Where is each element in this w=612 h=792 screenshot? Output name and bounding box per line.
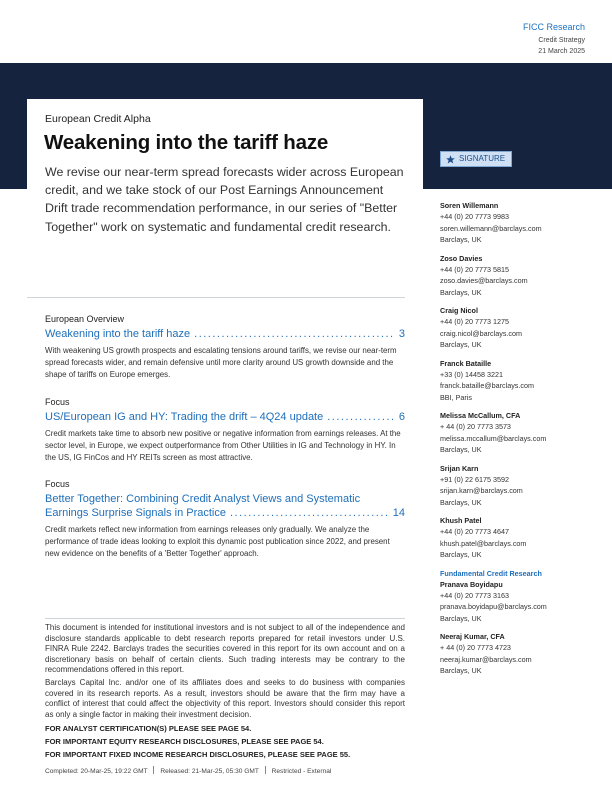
toc-description: Credit markets reflect new information from earnings releases only gradually. We analyze the performance of trade ideas looking to exploit this dynamic post publication since 2022, and present new evidence on the benefits of a 'Better Together' approach. xyxy=(45,525,390,558)
analyst-certification-note: FOR ANALYST CERTIFICATION(S) PLEASE SEE PAGE 54. xyxy=(45,724,252,734)
unit-label: Credit Strategy xyxy=(538,37,585,44)
analyst-phone: + 44 (0) 20 7773 3573 xyxy=(440,422,511,431)
analyst-name: Srijan Karn xyxy=(440,463,479,473)
analyst-phone: +44 (0) 20 7773 1275 xyxy=(440,317,509,326)
toc-leader xyxy=(230,506,389,520)
analyst-name: Soren Willemann xyxy=(440,201,499,210)
toc-page-number: 14 xyxy=(392,507,405,519)
report-summary: We revise our near-term spread forecasts wider across European credit, and we take stock of our Post Earnings Announcement Drift trade recommendation performance, in our series of "Better Together" work on systematic and fundamental credit research. xyxy=(45,165,404,234)
division-label: FICC Research xyxy=(522,22,585,32)
analyst-card xyxy=(440,305,610,351)
analyst-phone: +44 (0) 20 7773 5815 xyxy=(440,264,509,274)
divider xyxy=(27,297,405,298)
analyst-location: Barclays, UK xyxy=(440,497,482,507)
analyst-email[interactable]: neeraj.kumar@barclays.com xyxy=(440,654,532,664)
separator xyxy=(265,766,266,774)
toc-page-number: 6 xyxy=(398,411,405,423)
footer-meta xyxy=(45,766,335,775)
analyst-group-heading: Fundamental Credit Research xyxy=(440,568,542,578)
analyst-list xyxy=(440,200,610,684)
restriction-label: Restricted - External xyxy=(271,768,332,775)
analyst-email[interactable]: craig.nicol@barclays.com xyxy=(440,328,522,338)
analyst-location: Barclays, UK xyxy=(440,550,482,559)
analyst-card xyxy=(440,200,610,246)
series-name: European Credit Alpha xyxy=(45,113,151,125)
equity-disclosures-note: FOR IMPORTANT EQUITY RESEARCH DISCLOSURES, PLEASE SEE PAGE 54. xyxy=(45,737,324,747)
disclaimer xyxy=(45,618,405,761)
analyst-email[interactable]: srijan.karn@barclays.com xyxy=(440,486,523,495)
analyst-name: Craig Nicol xyxy=(440,306,478,315)
toc-section-label: Focus xyxy=(45,397,70,407)
analyst-email[interactable]: soren.willemann@barclays.com xyxy=(440,223,542,233)
fixed-income-disclosures-note: FOR IMPORTANT FIXED INCOME RESEARCH DISCLOSURES, PLEASE SEE PAGE 55. xyxy=(45,750,351,760)
analyst-card xyxy=(440,579,610,625)
analyst-name: Khush Patel xyxy=(440,516,482,525)
analyst-phone: + 44 (0) 20 7773 4723 xyxy=(440,643,511,652)
analyst-phone: +91 (0) 22 6175 3592 xyxy=(440,474,509,484)
analyst-name: Neeraj Kumar, CFA xyxy=(440,632,505,641)
analyst-name: Pranava Boyidapu xyxy=(440,579,503,589)
toc-section-focus-better-together xyxy=(45,479,405,560)
toc-section-label: European Overview xyxy=(45,314,125,324)
signature-badge xyxy=(440,151,512,167)
toc-leader xyxy=(194,327,395,341)
analyst-phone: +44 (0) 20 7773 9983 xyxy=(440,212,509,221)
toc-link-better-together[interactable] xyxy=(45,492,405,520)
toc-link-title: Earnings Surprise Signals in Practice xyxy=(45,507,226,519)
toc-link-title: Weakening into the tariff haze xyxy=(45,328,191,340)
star-icon xyxy=(446,155,455,164)
toc-section-overview xyxy=(45,314,405,381)
toc-link-trading-drift[interactable] xyxy=(45,410,405,424)
analyst-email[interactable]: khush.patel@barclays.com xyxy=(440,538,527,548)
analyst-name: Melissa McCallum, CFA xyxy=(440,411,521,420)
analyst-card xyxy=(440,358,610,404)
analyst-location: Barclays, UK xyxy=(440,613,482,623)
toc-section-focus-drift xyxy=(45,397,405,464)
analyst-card xyxy=(440,410,610,456)
analyst-card xyxy=(440,515,610,561)
released-timestamp: Released: 21-Mar-25, 05:30 GMT xyxy=(160,768,259,775)
completed-timestamp: Completed: 20-Mar-25, 19:22 GMT xyxy=(45,768,148,775)
analyst-email[interactable]: zoso.davies@barclays.com xyxy=(440,276,528,285)
toc-description: Credit markets take time to absorb new positive or negative information from earnings releases. At the sector level, in Europe, we expect outperformance from Other Utilities in IG and Technology in HY. In the US, IG FinCos and HY REITs screen as most attractive. xyxy=(45,429,401,462)
toc-leader xyxy=(327,410,395,424)
report-date: 21 March 2025 xyxy=(538,48,585,55)
analyst-location: Barclays, UK xyxy=(440,340,482,349)
analyst-phone: +33 (0) 14458 3221 xyxy=(440,369,503,379)
analyst-card xyxy=(440,463,610,509)
toc-section-label: Focus xyxy=(45,479,70,489)
analyst-name: Zoso Davies xyxy=(440,253,483,263)
analyst-card xyxy=(440,253,610,299)
badge-label: SIGNATURE xyxy=(459,154,506,163)
toc-description: With weakening US growth prospects and escalating tensions around tariffs, we revise our near-term spread forecasts wider, and remain defensive until more clarity around US growth downside and the shape of tariffs on Europe emerges. xyxy=(45,346,397,379)
disclaimer-paragraph: This document is intended for institutional investors and is not subject to all of the independence and disclosure standards applicable to debt research reports prepared for retail investors under U.S. FINRA Rule 2242. Barclays trades the securities covered in this report for its own account and on a discretionary basis on behalf of certain clients. Such trading interests may be contrary to the recommendations offered in this report. xyxy=(45,623,405,675)
analyst-location: Barclays, UK xyxy=(440,235,482,244)
analyst-location: Barclays, UK xyxy=(440,445,482,454)
toc-link-title: Better Together: Combining Credit Analyst Views and Systematic xyxy=(45,493,361,505)
analyst-card xyxy=(440,631,610,677)
page-title: Weakening into the tariff haze xyxy=(44,131,329,154)
analyst-email[interactable]: melissa.mccallum@barclays.com xyxy=(440,433,547,443)
toc-page-number: 3 xyxy=(398,328,405,340)
analyst-email[interactable]: franck.bataille@barclays.com xyxy=(440,381,534,390)
toc-link-tariff-haze[interactable] xyxy=(45,327,405,341)
toc-link-title: US/European IG and HY: Trading the drift – 4Q24 update xyxy=(45,411,324,423)
disclaimer-paragraph: Barclays Capital Inc. and/or one of its affiliates does and seeks to do business with companies covered in its research reports. As a result, investors should be aware that the firm may have a conflict of interest that could affect the objectivity of this report. Investors should consider this report as only a single factor in making their investment decision. xyxy=(45,677,405,719)
analyst-email[interactable]: pranava.boyidapu@barclays.com xyxy=(440,602,547,611)
analyst-location: Barclays, UK xyxy=(440,287,482,297)
analyst-name: Franck Bataille xyxy=(440,358,492,368)
separator xyxy=(153,766,154,774)
analyst-location: BBI, Paris xyxy=(440,392,472,402)
analyst-phone: +44 (0) 20 7773 4647 xyxy=(440,527,509,536)
analyst-location: Barclays, UK xyxy=(440,666,482,675)
page-header xyxy=(523,22,585,57)
analyst-phone: +44 (0) 20 7773 3163 xyxy=(440,590,509,600)
